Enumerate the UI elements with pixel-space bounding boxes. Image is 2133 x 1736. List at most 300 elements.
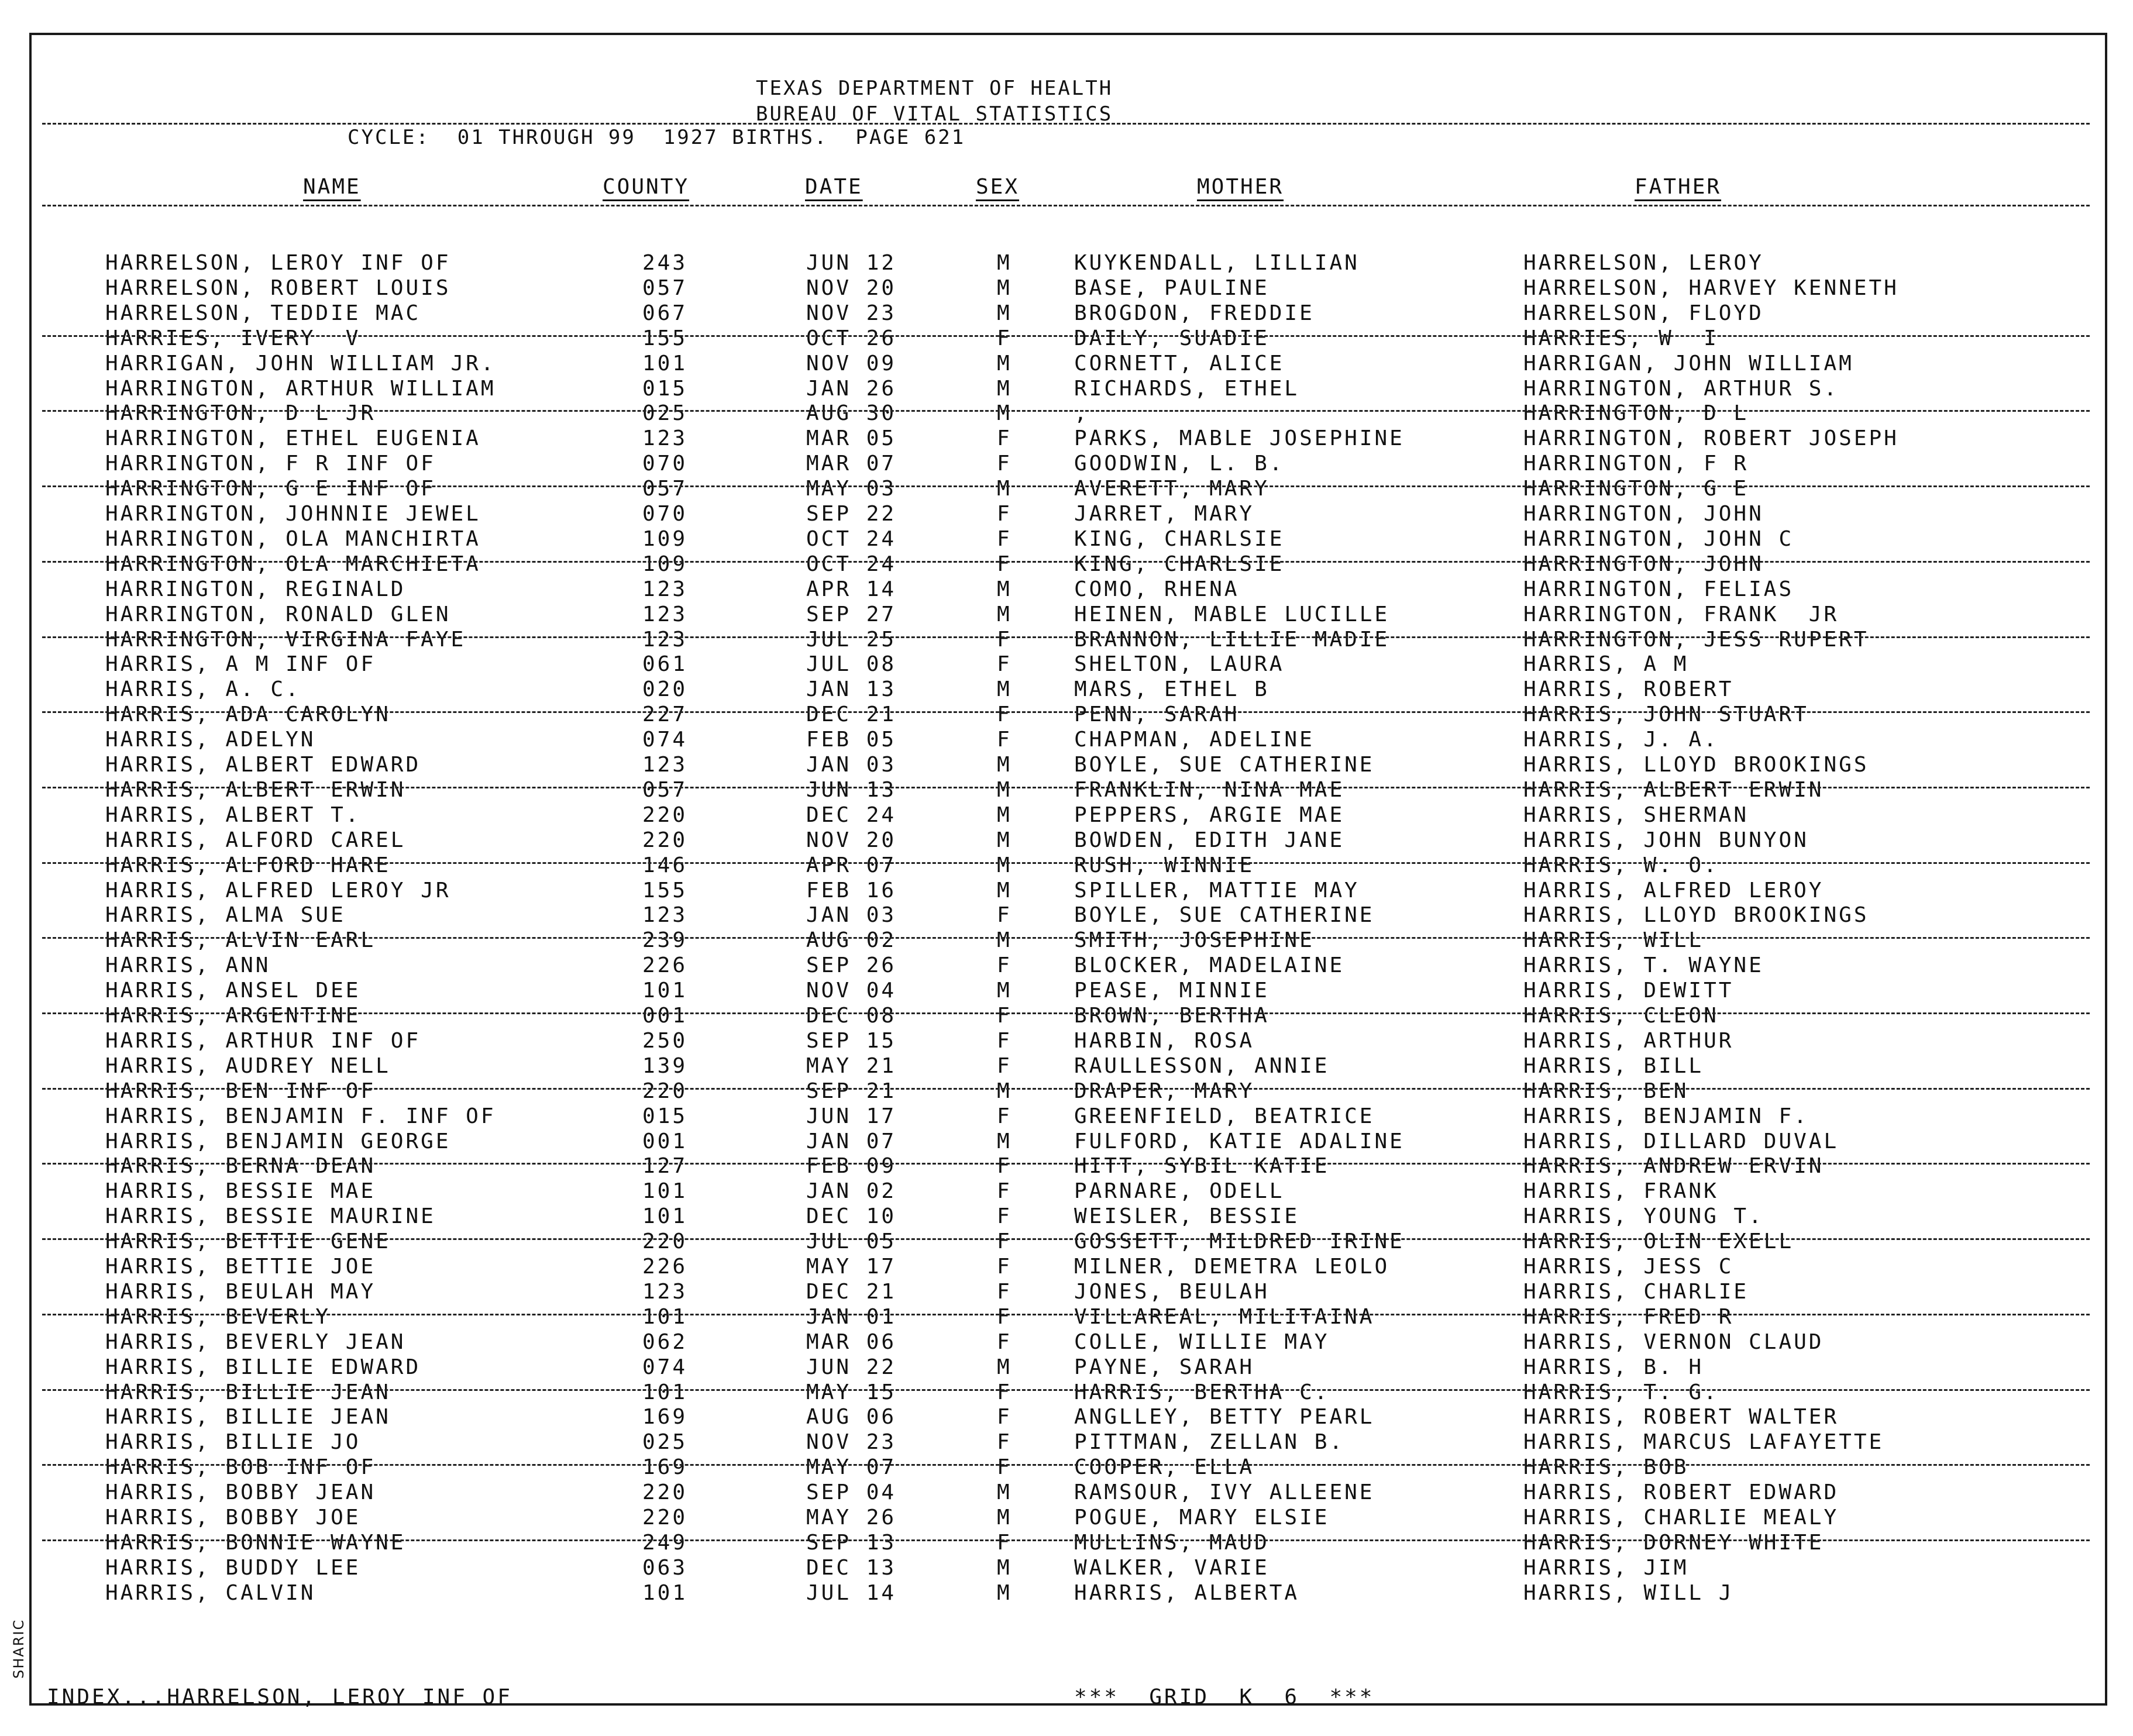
record-sex: M <box>997 377 1012 401</box>
record-sex: M <box>997 251 1012 275</box>
column-header-mother: MOTHER <box>1197 175 1284 199</box>
record-county: 243 <box>642 251 688 275</box>
record-sex: F <box>997 953 1012 977</box>
record-name: HARRIS, BUDDY LEE <box>105 1556 361 1580</box>
record-date: MAY 21 <box>806 1054 897 1078</box>
record-county: 067 <box>642 301 688 325</box>
record-row <box>0 579 2133 605</box>
record-date: JUN 22 <box>806 1355 897 1379</box>
record-sex: F <box>997 1179 1012 1203</box>
record-sex: F <box>997 1154 1012 1178</box>
record-county: 123 <box>642 577 688 601</box>
record-name: HARRIS, BILLIE JEAN <box>105 1405 391 1429</box>
record-name: HARRINGTON, D L JR <box>105 401 376 425</box>
record-row <box>0 1332 2133 1358</box>
record-county: 101 <box>642 1581 688 1605</box>
record-sex: M <box>997 1581 1012 1605</box>
record-sex: F <box>997 652 1012 676</box>
record-father: HARRIGAN, JOHN WILLIAM <box>1523 352 1854 376</box>
record-mother: KING, CHARLSIE <box>1074 527 1285 551</box>
record-mother: FULFORD, KATIE ADALINE <box>1074 1129 1405 1153</box>
record-date: MAY 26 <box>806 1506 897 1530</box>
record-row <box>0 905 2133 931</box>
record-date: JAN 03 <box>806 753 897 777</box>
record-date: NOV 23 <box>806 1430 897 1454</box>
record-name: HARRIGAN, JOHN WILLIAM JR. <box>105 352 496 376</box>
record-sex: F <box>997 1229 1012 1253</box>
record-date: JUN 17 <box>806 1104 897 1128</box>
record-name: HARRINGTON, ARTHUR WILLIAM <box>105 377 496 401</box>
record-father: HARRIS, MARCUS LAFAYETTE <box>1523 1430 1884 1454</box>
record-father: HARRIS, JESS C <box>1523 1255 1734 1279</box>
record-county: 101 <box>642 352 688 376</box>
record-date: NOV 23 <box>806 301 897 325</box>
record-name: HARRIS, ANSEL DEE <box>105 979 361 1003</box>
record-name: HARRELSON, TEDDIE MAC <box>105 301 421 325</box>
record-name: HARRIS, ADA CAROLYN <box>105 702 391 726</box>
record-name: HARRIS, BILLIE JO <box>105 1430 361 1454</box>
record-name: HARRINGTON, RONALD GLEN <box>105 602 451 626</box>
record-mother: RUSH, WINNIE <box>1074 853 1255 877</box>
record-father: HARRIS, DILLARD DUVAL <box>1523 1129 1839 1153</box>
record-county: 074 <box>642 1355 688 1379</box>
record-name: HARRIS, BENJAMIN GEORGE <box>105 1129 451 1153</box>
record-sex: F <box>997 1255 1012 1279</box>
record-name: HARRIS, ALBERT EDWARD <box>105 753 421 777</box>
record-mother: BLOCKER, MADELAINE <box>1074 953 1345 977</box>
record-county: 070 <box>642 502 688 526</box>
record-sex: F <box>997 1004 1012 1028</box>
cycle-line: CYCLE: 01 THROUGH 99 1927 BIRTHS. PAGE 621 <box>348 126 966 149</box>
record-date: JAN 01 <box>806 1305 897 1329</box>
record-row <box>0 755 2133 780</box>
record-row <box>0 1482 2133 1508</box>
record-father: HARRINGTON, F R <box>1523 452 1749 476</box>
record-name: HARRIS, ALFORD CAREL <box>105 828 406 852</box>
record-mother: PARNARE, ODELL <box>1074 1179 1285 1203</box>
record-row <box>0 1583 2133 1608</box>
record-county: 061 <box>642 652 688 676</box>
record-date: NOV 04 <box>806 979 897 1003</box>
record-father: HARRIS, WILL <box>1523 928 1704 952</box>
record-name: HARRIS, CALVIN <box>105 1581 316 1605</box>
record-name: HARRINGTON, G E INF OF <box>105 477 436 501</box>
record-date: MAY 07 <box>806 1455 897 1479</box>
record-county: 001 <box>642 1129 688 1153</box>
record-mother: SMITH, JOSEPHINE <box>1074 928 1315 952</box>
record-sex: F <box>997 527 1012 551</box>
record-county: 220 <box>642 1506 688 1530</box>
record-county: 015 <box>642 377 688 401</box>
record-name: HARRIS, ADELYN <box>105 728 316 752</box>
record-father: HARRIS, JOHN BUNYON <box>1523 828 1809 852</box>
record-county: 057 <box>642 477 688 501</box>
record-county: 226 <box>642 1255 688 1279</box>
record-row <box>0 604 2133 630</box>
record-date: SEP 21 <box>806 1079 897 1103</box>
record-name: HARRINGTON, REGINALD <box>105 577 406 601</box>
record-father: HARRIS, CHARLIE <box>1523 1280 1749 1304</box>
column-header-date: DATE <box>805 175 863 199</box>
grid-footer: *** GRID K 6 *** <box>1074 1685 1375 1709</box>
record-father: HARRIS, LLOYD BROOKINGS <box>1523 753 1869 777</box>
record-date: SEP 04 <box>806 1480 897 1504</box>
record-name: HARRIS, ARGENTINE <box>105 1004 361 1028</box>
record-mother: PENN, SARAH <box>1074 702 1240 726</box>
record-county: 074 <box>642 728 688 752</box>
record-county: 220 <box>642 828 688 852</box>
column-header-father: FATHER <box>1635 175 1722 199</box>
record-name: HARRIS, ALFRED LEROY JR <box>105 879 451 903</box>
record-row <box>0 378 2133 404</box>
record-mother: COOPER, ELLA <box>1074 1455 1255 1479</box>
record-sex: M <box>997 276 1012 300</box>
record-mother: PEASE, MINNIE <box>1074 979 1270 1003</box>
record-mother: GREENFIELD, BEATRICE <box>1074 1104 1375 1128</box>
record-sex: M <box>997 1355 1012 1379</box>
record-sex: F <box>997 502 1012 526</box>
record-date: OCT 24 <box>806 527 897 551</box>
record-row <box>0 729 2133 755</box>
column-header-name: NAME <box>303 175 361 199</box>
record-father: HARRINGTON, JOHN C <box>1523 527 1794 551</box>
record-father: HARRELSON, LEROY <box>1523 251 1764 275</box>
record-sex: F <box>997 1305 1012 1329</box>
record-name: HARRIS, ALVIN EARL <box>105 928 376 952</box>
record-row <box>0 805 2133 831</box>
record-county: 220 <box>642 803 688 827</box>
record-county: 101 <box>642 1204 688 1228</box>
record-name: HARRIS, BOBBY JOE <box>105 1506 361 1530</box>
record-mother: RAMSOUR, IVY ALLEENE <box>1074 1480 1375 1504</box>
record-mother: SPILLER, MATTIE MAY <box>1074 879 1360 903</box>
record-mother: WALKER, VARIE <box>1074 1556 1270 1580</box>
record-mother: FRANKLIN, NINA MAE <box>1074 778 1345 802</box>
record-date: DEC 24 <box>806 803 897 827</box>
record-date: FEB 16 <box>806 879 897 903</box>
record-date: JUL 05 <box>806 1229 897 1253</box>
record-sex: M <box>997 828 1012 852</box>
record-county: 123 <box>642 628 688 652</box>
record-sex: M <box>997 853 1012 877</box>
record-row <box>0 1231 2133 1257</box>
record-mother: KING, CHARLSIE <box>1074 552 1285 576</box>
record-mother: JONES, BEULAH <box>1074 1280 1270 1304</box>
record-date: SEP 26 <box>806 953 897 977</box>
record-date: JUN 13 <box>806 778 897 802</box>
record-name: HARRIS, BOB INF OF <box>105 1455 376 1479</box>
record-row <box>0 1256 2133 1282</box>
record-mother: BRANNON, LILLIE MADIE <box>1074 628 1390 652</box>
record-name: HARRINGTON, OLA MARCHIETA <box>105 552 481 576</box>
record-row <box>0 1307 2133 1332</box>
record-county: 250 <box>642 1029 688 1053</box>
record-row <box>0 654 2133 680</box>
record-date: JUL 14 <box>806 1581 897 1605</box>
record-name: HARRIS, ALBERT T. <box>105 803 361 827</box>
record-mother: HARRIS, ALBERTA <box>1074 1581 1300 1605</box>
record-row <box>0 930 2133 956</box>
record-mother: DAILY, SUADIE <box>1074 326 1270 350</box>
record-sex: F <box>997 552 1012 576</box>
row-divider <box>42 937 2090 939</box>
record-mother: HITT, SYBIL KATIE <box>1074 1154 1330 1178</box>
record-row <box>0 780 2133 805</box>
record-row <box>0 1457 2133 1483</box>
record-mother: MARS, ETHEL B <box>1074 677 1270 701</box>
record-father: HARRINGTON, FRANK JR <box>1523 602 1839 626</box>
record-date: SEP 27 <box>806 602 897 626</box>
record-name: HARRIS, ALFORD HARE <box>105 853 391 877</box>
record-father: HARRIS, ROBERT EDWARD <box>1523 1480 1839 1504</box>
record-name: HARRIS, ANN <box>105 953 271 977</box>
record-name: HARRIS, BENJAMIN F. INF OF <box>105 1104 496 1128</box>
record-sex: M <box>997 1556 1012 1580</box>
record-county: 226 <box>642 953 688 977</box>
record-mother: COMO, RHENA <box>1074 577 1240 601</box>
record-father: HARRINGTON, JOHN <box>1523 552 1764 576</box>
record-name: HARRIS, BEVERLY <box>105 1305 331 1329</box>
record-father: HARRIS, W. O. <box>1523 853 1719 877</box>
record-father: HARRIS, YOUNG T. <box>1523 1204 1764 1228</box>
record-father: HARRIS, ROBERT WALTER <box>1523 1405 1839 1429</box>
record-date: NOV 20 <box>806 828 897 852</box>
record-date: MAR 07 <box>806 452 897 476</box>
record-sex: F <box>997 903 1012 927</box>
record-date: APR 07 <box>806 853 897 877</box>
record-father: HARRIS, BOB <box>1523 1455 1689 1479</box>
record-mother: WEISLER, BESSIE <box>1074 1204 1300 1228</box>
record-name: HARRIS, ALMA SUE <box>105 903 346 927</box>
record-date: JAN 13 <box>806 677 897 701</box>
record-county: 146 <box>642 853 688 877</box>
record-father: HARRIS, B. H <box>1523 1355 1704 1379</box>
record-county: 101 <box>642 1305 688 1329</box>
record-date: DEC 10 <box>806 1204 897 1228</box>
record-date: SEP 22 <box>806 502 897 526</box>
record-county: 239 <box>642 928 688 952</box>
record-row <box>0 453 2133 479</box>
record-sex: M <box>997 1506 1012 1530</box>
row-divider <box>42 1163 2090 1165</box>
record-mother: GOSSETT, MILDRED IRINE <box>1074 1229 1405 1253</box>
record-name: HARRIS, BETTIE GENE <box>105 1229 391 1253</box>
record-row <box>0 830 2133 856</box>
record-mother: KUYKENDALL, LILLIAN <box>1074 251 1360 275</box>
record-row <box>0 478 2133 504</box>
record-mother: PEPPERS, ARGIE MAE <box>1074 803 1345 827</box>
record-county: 155 <box>642 879 688 903</box>
row-divider <box>42 561 2090 563</box>
column-header-sex: SEX <box>976 175 1020 199</box>
row-divider <box>42 1314 2090 1315</box>
record-mother: COLLE, WILLIE MAY <box>1074 1330 1330 1354</box>
record-sex: M <box>997 778 1012 802</box>
record-father: HARRELSON, HARVEY KENNETH <box>1523 276 1899 300</box>
record-date: SEP 13 <box>806 1531 897 1555</box>
record-name: HARRINGTON, ETHEL EUGENIA <box>105 426 481 450</box>
record-sex: F <box>997 1430 1012 1454</box>
record-mother: BOYLE, SUE CATHERINE <box>1074 903 1375 927</box>
record-county: 155 <box>642 326 688 350</box>
record-row <box>0 303 2133 329</box>
record-name: HARRELSON, LEROY INF OF <box>105 251 451 275</box>
record-county: 001 <box>642 1004 688 1028</box>
record-sex: F <box>997 1029 1012 1053</box>
record-mother: HARBIN, ROSA <box>1074 1029 1255 1053</box>
record-date: JUL 25 <box>806 628 897 652</box>
record-row <box>0 1558 2133 1583</box>
record-sex: M <box>997 1480 1012 1504</box>
column-header-county: COUNTY <box>603 175 690 199</box>
bureau-title: BUREAU OF VITAL STATISTICS <box>756 102 1113 126</box>
row-divider <box>42 862 2090 864</box>
record-father: HARRIS, BEN <box>1523 1079 1689 1103</box>
record-father: HARRINGTON, FELIAS <box>1523 577 1794 601</box>
record-row <box>0 629 2133 655</box>
record-sex: M <box>997 301 1012 325</box>
record-mother: ANGLLEY, BETTY PEARL <box>1074 1405 1375 1429</box>
record-row <box>0 1056 2133 1081</box>
record-row <box>0 1181 2133 1207</box>
record-sex: M <box>997 677 1012 701</box>
record-sex: M <box>997 1129 1012 1153</box>
row-divider <box>42 410 2090 412</box>
record-county: 015 <box>642 1104 688 1128</box>
record-county: 220 <box>642 1229 688 1253</box>
record-sex: F <box>997 702 1012 726</box>
record-date: OCT 24 <box>806 552 897 576</box>
record-mother: PARKS, MABLE JOSEPHINE <box>1074 426 1405 450</box>
record-father: HARRIS, T. G. <box>1523 1380 1719 1404</box>
record-date: SEP 15 <box>806 1029 897 1053</box>
record-mother: VILLAREAL, MILITAINA <box>1074 1305 1375 1329</box>
record-row <box>0 1357 2133 1383</box>
record-sex: F <box>997 1204 1012 1228</box>
record-sex: F <box>997 628 1012 652</box>
record-name: HARRIS, BEVERLY JEAN <box>105 1330 406 1354</box>
record-date: AUG 30 <box>806 401 897 425</box>
record-date: MAY 17 <box>806 1255 897 1279</box>
record-name: HARRIES, IVERY V <box>105 326 361 350</box>
record-mother: BASE, PAULINE <box>1074 276 1270 300</box>
record-father: HARRIS, CHARLIE MEALY <box>1523 1506 1839 1530</box>
row-divider <box>42 485 2090 487</box>
record-row <box>0 1031 2133 1056</box>
record-father: HARRINGTON, JOHN <box>1523 502 1764 526</box>
record-county: 123 <box>642 426 688 450</box>
record-mother: GOODWIN, L. B. <box>1074 452 1285 476</box>
record-date: JUN 12 <box>806 251 897 275</box>
record-county: 109 <box>642 552 688 576</box>
record-mother: MILNER, DEMETRA LEOLO <box>1074 1255 1390 1279</box>
record-mother: SHELTON, LAURA <box>1074 652 1285 676</box>
record-sex: M <box>997 753 1012 777</box>
row-divider <box>42 1389 2090 1391</box>
record-county: 101 <box>642 1380 688 1404</box>
record-date: DEC 13 <box>806 1556 897 1580</box>
record-date: MAR 06 <box>806 1330 897 1354</box>
record-date: NOV 20 <box>806 276 897 300</box>
record-date: JAN 02 <box>806 1179 897 1203</box>
record-name: HARRIS, BEN INF OF <box>105 1079 376 1103</box>
record-mother: BROWN, BERTHA <box>1074 1004 1270 1028</box>
record-father: HARRIS, BILL <box>1523 1054 1704 1078</box>
record-county: 127 <box>642 1154 688 1178</box>
record-county: 139 <box>642 1054 688 1078</box>
record-sex: F <box>997 1455 1012 1479</box>
record-name: HARRIS, BILLIE EDWARD <box>105 1355 421 1379</box>
record-father: HARRINGTON, ROBERT JOSEPH <box>1523 426 1899 450</box>
record-row <box>0 1106 2133 1132</box>
record-mother: PAYNE, SARAH <box>1074 1355 1255 1379</box>
record-county: 123 <box>642 602 688 626</box>
record-sex: F <box>997 426 1012 450</box>
record-row <box>0 1407 2133 1432</box>
record-county: 123 <box>642 903 688 927</box>
index-footer: INDEX...HARRELSON, LEROY INF OF <box>47 1685 512 1709</box>
record-name: HARRELSON, ROBERT LOUIS <box>105 276 451 300</box>
record-date: APR 14 <box>806 577 897 601</box>
record-date: DEC 21 <box>806 1280 897 1304</box>
record-sex: F <box>997 728 1012 752</box>
record-row <box>0 1005 2133 1031</box>
record-mother: RICHARDS, ETHEL <box>1074 377 1300 401</box>
record-father: HARRIS, LLOYD BROOKINGS <box>1523 903 1869 927</box>
record-father: HARRELSON, FLOYD <box>1523 301 1764 325</box>
record-father: HARRIS, ALFRED LEROY <box>1523 879 1824 903</box>
record-father: HARRIS, BENJAMIN F. <box>1523 1104 1809 1128</box>
record-name: HARRIS, AUDREY NELL <box>105 1054 391 1078</box>
column-header-divider <box>42 205 2090 206</box>
record-county: 063 <box>642 1556 688 1580</box>
record-name: HARRIS, BEULAH MAY <box>105 1280 376 1304</box>
record-row <box>0 1382 2133 1408</box>
header-divider <box>42 123 2090 125</box>
record-father: HARRIS, FRED R <box>1523 1305 1734 1329</box>
record-father: HARRIS, DORNEY WHITE <box>1523 1531 1824 1555</box>
record-date: MAY 03 <box>806 477 897 501</box>
record-sex: M <box>997 928 1012 952</box>
record-father: HARRIS, ROBERT <box>1523 677 1734 701</box>
record-mother: BROGDON, FREDDIE <box>1074 301 1315 325</box>
record-father: HARRIS, ALBERT ERWIN <box>1523 778 1824 802</box>
record-row <box>0 1206 2133 1232</box>
record-name: HARRIS, BESSIE MAE <box>105 1179 376 1203</box>
record-name: HARRIS, ALBERT ERWIN <box>105 778 406 802</box>
record-sex: F <box>997 1104 1012 1128</box>
record-county: 220 <box>642 1480 688 1504</box>
record-row <box>0 1081 2133 1107</box>
row-divider <box>42 1012 2090 1014</box>
record-row <box>0 554 2133 580</box>
record-row <box>0 353 2133 379</box>
record-name: HARRINGTON, JOHNNIE JEWEL <box>105 502 481 526</box>
record-row <box>0 428 2133 454</box>
record-sex: F <box>997 326 1012 350</box>
record-mother: JARRET, MARY <box>1074 502 1255 526</box>
record-sex: F <box>997 1280 1012 1304</box>
record-row <box>0 1532 2133 1558</box>
record-name: HARRIS, A. C. <box>105 677 301 701</box>
record-date: DEC 08 <box>806 1004 897 1028</box>
record-row <box>0 679 2133 705</box>
department-title: TEXAS DEPARTMENT OF HEALTH <box>756 77 1113 100</box>
record-county: 169 <box>642 1405 688 1429</box>
record-sex: F <box>997 1405 1012 1429</box>
record-date: DEC 21 <box>806 702 897 726</box>
record-name: HARRINGTON, VIRGINA FAYE <box>105 628 466 652</box>
